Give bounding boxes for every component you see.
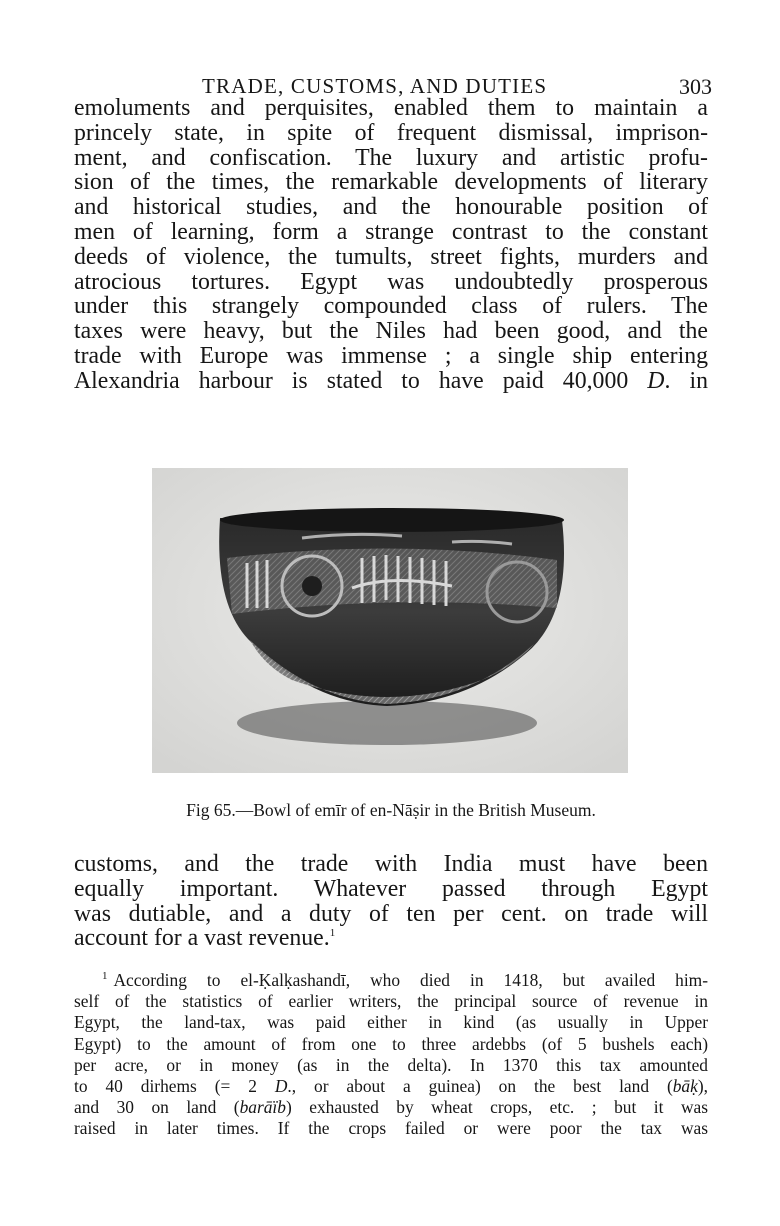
- page-number: 303: [679, 74, 712, 99]
- footnote-line: Egypt, the land-tax, was paid either in kind (as usually in Upper: [74, 1012, 708, 1033]
- text-line: and historical studies, and the honourable position of: [74, 194, 708, 221]
- text-fragment: account for a vast revenue.: [74, 925, 330, 952]
- footnote-line: [74, 1076, 708, 1097]
- text-line: ment, and confiscation. The luxury and artistic profu-: [74, 144, 708, 171]
- text-line: trade with Europe was immense ; a single ship entering: [74, 342, 708, 369]
- text-line: deeds of violence, the tumults, street fights, murders and: [74, 243, 708, 270]
- text-line: [74, 369, 708, 394]
- text-fragment: According to el-Ḳalḳashandī, who died in 1418, but availed him-: [113, 970, 708, 990]
- text-line: customs, and the trade with India must have been: [74, 851, 708, 877]
- footnote-reference[interactable]: 1: [329, 927, 336, 940]
- italic-term: barāïb: [239, 1097, 286, 1118]
- text-line: atrocious tortures. Egypt was undoubtedly prosperous: [74, 268, 708, 295]
- text-line: equally important. Whatever passed through Egypt: [74, 875, 708, 902]
- footnote-line: Egypt) to the amount of from one to three ardebbs (of 5 bushels each): [74, 1033, 708, 1054]
- text-line: sion of the times, the remarkable developments of literary: [74, 169, 708, 196]
- body-paragraph-top: [74, 96, 708, 394]
- footnote-marker: 1: [102, 970, 108, 982]
- italic-abbrev: D: [274, 1076, 288, 1097]
- running-head-title: TRADE, CUSTOMS, AND DUTIES: [202, 74, 548, 98]
- bowl-rim: [220, 508, 564, 532]
- footnote-line: [74, 966, 708, 991]
- bowl-illustration: [152, 468, 628, 773]
- text-fragment: . in: [664, 367, 708, 394]
- figure-caption: Fig 65.—Bowl of emīr of en-Nāṣir in the British Museum.: [186, 800, 596, 820]
- text-fragment: Alexandria harbour is stated to have paid 40,000: [74, 367, 648, 394]
- footnote-line: raised in later times. If the crops failed or were poor the tax was: [74, 1118, 708, 1139]
- footnote-line: [74, 1097, 708, 1118]
- footnote: [74, 966, 708, 1140]
- figure-bowl-photo: [152, 468, 628, 773]
- text-fragment: ., or about a guinea) on the best land (: [287, 1076, 673, 1097]
- bowl-shadow: [237, 701, 537, 745]
- text-line: taxes were heavy, but the Niles had been good, and the: [74, 318, 708, 345]
- text-line: emoluments and perquisites, enabled them to maintain a: [74, 95, 708, 121]
- text-line: was dutiable, and a duty of ten per cent. on trade will: [74, 900, 708, 927]
- body-paragraph-bottom: [74, 852, 708, 951]
- text-fragment: ) exhausted by wheat crops, etc. ; but it was: [285, 1097, 708, 1118]
- footnote-line: self of the statistics of earlier writers, the principal source of revenue in: [74, 991, 708, 1012]
- text-fragment: and 30 on land (: [74, 1097, 240, 1118]
- italic-abbrev: D: [647, 367, 665, 394]
- text-fragment: ),: [697, 1076, 708, 1097]
- roundel-left-center: [302, 576, 322, 596]
- text-line: [74, 926, 708, 951]
- text-fragment: to 40 dirhems (= 2: [74, 1076, 275, 1097]
- text-line: under this strangely compounded class of rulers. The: [74, 293, 708, 320]
- footnote-line: per acre, or in money (as in the delta). In 1370 this tax amounted: [74, 1054, 708, 1075]
- text-line: princely state, in spite of frequent dismissal, imprison-: [74, 119, 708, 146]
- italic-term: bāḳ: [672, 1076, 698, 1097]
- text-line: men of learning, form a strange contrast to the constant: [74, 218, 708, 245]
